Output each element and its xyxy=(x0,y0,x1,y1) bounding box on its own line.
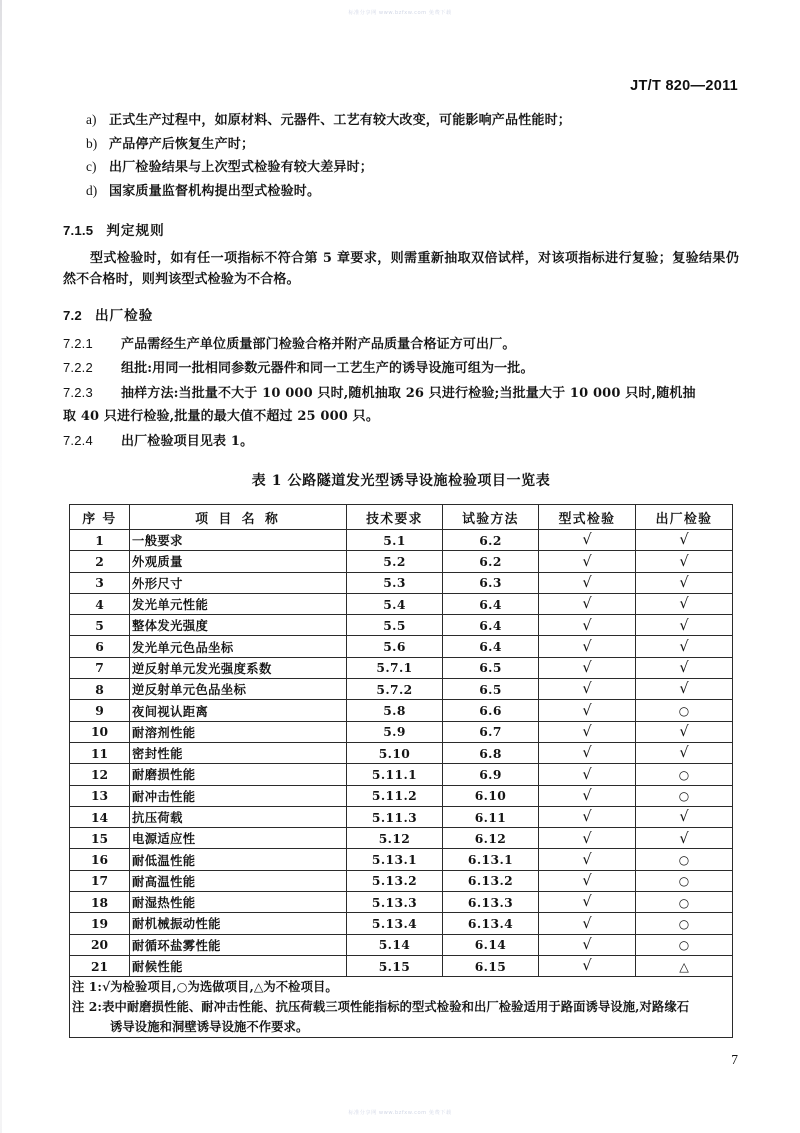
cell-name: 耐候性能 xyxy=(130,955,347,976)
cell-tech: 5.13.1 xyxy=(347,849,443,870)
table-notes-cell xyxy=(70,977,733,1038)
cell-factory-test-symbol: √ xyxy=(679,660,689,677)
cell-type-test-symbol: √ xyxy=(582,702,592,719)
table-row xyxy=(70,636,733,657)
cell-tech: 5.2 xyxy=(347,551,443,572)
cell-seq: 8 xyxy=(70,679,130,700)
cell-tech: 5.1 xyxy=(347,530,443,551)
cell-seq: 19 xyxy=(70,913,130,934)
cell-type-test-symbol: √ xyxy=(582,787,592,804)
table-row xyxy=(70,913,733,934)
cell-method: 6.5 xyxy=(443,657,539,678)
cell-method: 6.7 xyxy=(443,721,539,742)
cell-type-test-symbol: √ xyxy=(582,574,592,591)
cell-factory-test xyxy=(636,551,733,572)
cell-factory-test xyxy=(636,572,733,593)
list-item xyxy=(63,134,739,154)
clause-text: 产品需经生产单位质量部门检验合格并附产品质量合格证方可出厂。 xyxy=(121,336,516,352)
cell-type-test-symbol: √ xyxy=(582,596,592,613)
cell-method: 6.13.4 xyxy=(443,913,539,934)
list-marker: d) xyxy=(86,182,98,198)
cell-type-test xyxy=(539,721,636,742)
cell-seq: 2 xyxy=(70,551,130,572)
cell-name: 耐磨损性能 xyxy=(130,764,347,785)
table-body xyxy=(70,530,733,977)
page-number: 7 xyxy=(731,1052,738,1067)
cell-tech: 5.15 xyxy=(347,955,443,976)
clause-7-2-3-continuation: 取 40 只进行检验,批量的最大值不超过 25 000 只。 xyxy=(63,409,379,424)
cell-name: 密封性能 xyxy=(130,742,347,763)
cell-seq: 14 xyxy=(70,806,130,827)
cell-type-test-symbol: √ xyxy=(582,532,592,549)
cell-type-test xyxy=(539,530,636,551)
lettered-condition-list xyxy=(63,110,739,201)
cell-factory-test-symbol: √ xyxy=(679,830,689,847)
cell-name: 整体发光强度 xyxy=(130,615,347,636)
clause-number: 7.2.2 xyxy=(63,360,93,375)
cell-tech: 5.9 xyxy=(347,721,443,742)
cell-factory-test-symbol: ○ xyxy=(678,874,690,889)
cell-factory-test xyxy=(636,828,733,849)
clause-7-1-5-body: 型式检验时，如有任一项指标不符合第 5 章要求，则需重新抽取双倍试样，对该项指标进行复验；复验结果仍然不合格时，则判该型式检验为不合格。 xyxy=(63,250,739,287)
cell-name: 一般要求 xyxy=(130,530,347,551)
cell-factory-test xyxy=(636,764,733,785)
list-item-text: 国家质量监督机构提出型式检验时。 xyxy=(109,183,321,199)
cell-factory-test xyxy=(636,679,733,700)
cell-method: 6.5 xyxy=(443,679,539,700)
cell-seq: 20 xyxy=(70,934,130,955)
cell-type-test-symbol: √ xyxy=(582,617,592,634)
cell-type-test xyxy=(539,700,636,721)
cell-tech: 5.13.4 xyxy=(347,913,443,934)
cell-method: 6.10 xyxy=(443,785,539,806)
cell-name: 发光单元色品坐标 xyxy=(130,636,347,657)
cell-factory-test xyxy=(636,934,733,955)
cell-seq: 16 xyxy=(70,849,130,870)
table-row xyxy=(70,806,733,827)
cell-type-test xyxy=(539,913,636,934)
cell-seq: 1 xyxy=(70,530,130,551)
cell-type-test xyxy=(539,636,636,657)
cell-factory-test xyxy=(636,913,733,934)
cell-tech: 5.6 xyxy=(347,636,443,657)
cell-tech: 5.13.3 xyxy=(347,892,443,913)
table-row xyxy=(70,700,733,721)
list-item xyxy=(63,181,739,201)
table-row xyxy=(70,892,733,913)
cell-factory-test-symbol: ○ xyxy=(678,895,690,910)
cell-method: 6.13.1 xyxy=(443,849,539,870)
cell-name: 逆反射单元发光强度系数 xyxy=(130,657,347,678)
table-row xyxy=(70,870,733,891)
cell-name: 耐高温性能 xyxy=(130,870,347,891)
cell-factory-test xyxy=(636,615,733,636)
table-header xyxy=(70,505,733,530)
cell-type-test xyxy=(539,551,636,572)
cell-type-test xyxy=(539,955,636,976)
clause-number: 7.2 xyxy=(63,307,82,323)
cell-type-test xyxy=(539,934,636,955)
table-row xyxy=(70,828,733,849)
note-label: 注 1: xyxy=(72,979,103,995)
table-row xyxy=(70,849,733,870)
cell-type-test xyxy=(539,679,636,700)
cell-name: 外形尺寸 xyxy=(130,572,347,593)
cell-factory-test xyxy=(636,530,733,551)
cell-factory-test-symbol: √ xyxy=(679,724,689,741)
list-item-text: 出厂检验结果与上次型式检验有较大差异时； xyxy=(109,160,374,175)
cell-type-test-symbol: √ xyxy=(582,681,592,698)
cell-type-test-symbol: √ xyxy=(582,894,592,911)
cell-seq: 15 xyxy=(70,828,130,849)
cell-factory-test-symbol: √ xyxy=(679,809,689,826)
cell-type-test-symbol: √ xyxy=(582,873,592,890)
cell-tech: 5.7.2 xyxy=(347,679,443,700)
cell-seq: 9 xyxy=(70,700,130,721)
cell-type-test-symbol: √ xyxy=(582,660,592,677)
column-header-factory-test: 出厂检验 xyxy=(636,505,733,530)
cell-method: 6.9 xyxy=(443,764,539,785)
cell-factory-test-symbol: △ xyxy=(679,958,689,974)
clause-7-2-2 xyxy=(63,357,739,380)
table-row xyxy=(70,679,733,700)
table-notes-row xyxy=(70,977,733,1038)
list-marker: c) xyxy=(86,159,97,174)
list-item-text: 产品停产后恢复生产时； xyxy=(109,136,255,152)
clause-text: 抽样方法:当批量不大于 10 000 只时,随机抽取 26 只进行检验;当批量大于 10 000 只时,随机抽 xyxy=(121,385,696,401)
clause-7-2-3 xyxy=(63,382,739,405)
cell-factory-test xyxy=(636,955,733,976)
cell-tech: 5.5 xyxy=(347,615,443,636)
cell-tech: 5.14 xyxy=(347,934,443,955)
cell-factory-test-symbol: √ xyxy=(679,638,689,655)
note-2 xyxy=(72,997,730,1017)
table-row xyxy=(70,742,733,763)
cell-seq: 4 xyxy=(70,593,130,614)
note-2-continuation: 诱导设施和洞壁诱导设施不作要求。 xyxy=(110,1019,309,1035)
cell-factory-test xyxy=(636,849,733,870)
cell-seq: 5 xyxy=(70,615,130,636)
cell-name: 耐湿热性能 xyxy=(130,892,347,913)
cell-factory-test-symbol: √ xyxy=(679,553,689,570)
table-row xyxy=(70,764,733,785)
cell-name: 电源适应性 xyxy=(130,828,347,849)
cell-seq: 7 xyxy=(70,657,130,678)
list-marker: a) xyxy=(86,112,97,127)
cell-type-test xyxy=(539,615,636,636)
cell-type-test xyxy=(539,657,636,678)
cell-method: 6.4 xyxy=(443,615,539,636)
cell-type-test xyxy=(539,892,636,913)
cell-name: 耐冲击性能 xyxy=(130,785,347,806)
cell-type-test-symbol: √ xyxy=(582,553,592,570)
cell-type-test xyxy=(539,849,636,870)
cell-type-test xyxy=(539,593,636,614)
cell-type-test-symbol: √ xyxy=(582,830,592,847)
clause-text: 出厂检验项目见表 1。 xyxy=(121,433,254,449)
cell-name: 耐低温性能 xyxy=(130,849,347,870)
cell-name: 耐循环盐雾性能 xyxy=(130,934,347,955)
list-marker: b) xyxy=(86,135,98,151)
cell-factory-test-symbol: √ xyxy=(679,745,689,762)
cell-tech: 5.4 xyxy=(347,593,443,614)
cell-tech: 5.7.1 xyxy=(347,657,443,678)
table-row xyxy=(70,955,733,976)
note-text: √为检验项目,○为选做项目,△为不检项目。 xyxy=(102,979,338,995)
cell-type-test xyxy=(539,870,636,891)
cell-seq: 21 xyxy=(70,955,130,976)
table-caption: 表 1 公路隧道发光型诱导设施检验项目一览表 xyxy=(251,473,551,489)
cell-type-test xyxy=(539,828,636,849)
cell-factory-test-symbol: ○ xyxy=(678,704,690,719)
cell-factory-test xyxy=(636,657,733,678)
cell-method: 6.4 xyxy=(443,636,539,657)
table-header-row xyxy=(70,505,733,530)
standard-number-header: JT/T 820—2011 xyxy=(630,78,738,94)
table-row xyxy=(70,593,733,614)
cell-seq: 13 xyxy=(70,785,130,806)
cell-factory-test-symbol: √ xyxy=(679,596,689,613)
cell-type-test xyxy=(539,785,636,806)
cell-method: 6.12 xyxy=(443,828,539,849)
cell-type-test-symbol: √ xyxy=(582,724,592,741)
cell-type-test xyxy=(539,806,636,827)
clause-heading-7-2 xyxy=(63,304,739,324)
cell-factory-test-symbol: √ xyxy=(679,681,689,698)
cell-type-test-symbol: √ xyxy=(582,745,592,762)
cell-factory-test xyxy=(636,785,733,806)
cell-name: 耐机械振动性能 xyxy=(130,913,347,934)
cell-seq: 17 xyxy=(70,870,130,891)
note-text: 表中耐磨损性能、耐冲击性能、抗压荷载三项性能指标的型式检验和出厂检验适用于路面诱导设施,对路缘石 xyxy=(102,999,690,1015)
cell-method: 6.2 xyxy=(443,530,539,551)
cell-tech: 5.10 xyxy=(347,742,443,763)
cell-factory-test-symbol: √ xyxy=(679,574,689,591)
list-item-text: 正式生产过程中，如原材料、元器件、工艺有较大改变，可能影响产品性能时； xyxy=(109,113,572,128)
clause-title: 判定规则 xyxy=(106,222,165,239)
cell-tech: 5.11.1 xyxy=(347,764,443,785)
cell-factory-test-symbol: ○ xyxy=(678,853,690,868)
cell-factory-test-symbol: √ xyxy=(679,532,689,549)
table-row xyxy=(70,785,733,806)
cell-tech: 5.3 xyxy=(347,572,443,593)
cell-name: 发光单元性能 xyxy=(130,593,347,614)
cell-factory-test xyxy=(636,700,733,721)
cell-factory-test-symbol: ○ xyxy=(678,916,690,931)
table-row xyxy=(70,572,733,593)
clause-number: 7.2.3 xyxy=(63,384,93,400)
column-header-tech: 技术要求 xyxy=(347,505,443,530)
cell-seq: 11 xyxy=(70,742,130,763)
cell-tech: 5.11.3 xyxy=(347,806,443,827)
cell-factory-test-symbol: √ xyxy=(679,617,689,634)
cell-type-test xyxy=(539,572,636,593)
cell-type-test-symbol: √ xyxy=(582,638,592,655)
cell-tech: 5.12 xyxy=(347,828,443,849)
cell-name: 外观质量 xyxy=(130,551,347,572)
clause-7-2-4 xyxy=(63,430,739,453)
column-header-seq: 序 号 xyxy=(70,505,130,530)
cell-factory-test xyxy=(636,593,733,614)
table-row xyxy=(70,721,733,742)
cell-method: 6.14 xyxy=(443,934,539,955)
cell-type-test xyxy=(539,742,636,763)
cell-seq: 6 xyxy=(70,636,130,657)
cell-tech: 5.8 xyxy=(347,700,443,721)
list-item xyxy=(63,157,739,177)
column-header-type-test: 型式检验 xyxy=(539,505,636,530)
table-row xyxy=(70,934,733,955)
cell-name: 抗压荷载 xyxy=(130,806,347,827)
cell-factory-test-symbol: ○ xyxy=(678,789,690,804)
cell-method: 6.11 xyxy=(443,806,539,827)
inspection-items-table xyxy=(69,504,733,1038)
clause-7-2-1 xyxy=(63,333,739,356)
cell-factory-test-symbol: ○ xyxy=(678,938,690,953)
watermark-bottom: 标准分享网 www.bzfxw.com 免费下载 xyxy=(348,1110,452,1116)
cell-name: 逆反射单元色品坐标 xyxy=(130,679,347,700)
cell-name: 夜间视认距离 xyxy=(130,700,347,721)
cell-type-test-symbol: √ xyxy=(582,766,592,783)
document-content xyxy=(63,110,739,1038)
table-row xyxy=(70,551,733,572)
clause-title: 出厂检验 xyxy=(94,307,154,324)
cell-method: 6.3 xyxy=(443,572,539,593)
cell-type-test-symbol: √ xyxy=(582,915,592,932)
cell-method: 6.4 xyxy=(443,593,539,614)
cell-type-test-symbol: √ xyxy=(582,851,592,868)
clause-number: 7.1.5 xyxy=(63,222,94,238)
clause-number: 7.2.4 xyxy=(63,432,93,448)
cell-factory-test xyxy=(636,636,733,657)
cell-seq: 3 xyxy=(70,572,130,593)
cell-factory-test xyxy=(636,721,733,742)
cell-factory-test-symbol: ○ xyxy=(678,767,690,782)
cell-method: 6.13.3 xyxy=(443,892,539,913)
cell-type-test xyxy=(539,764,636,785)
cell-method: 6.15 xyxy=(443,955,539,976)
cell-factory-test xyxy=(636,892,733,913)
table-row xyxy=(70,615,733,636)
cell-method: 6.2 xyxy=(443,551,539,572)
note-label: 注 2: xyxy=(72,999,103,1015)
cell-seq: 18 xyxy=(70,892,130,913)
cell-tech: 5.11.2 xyxy=(347,785,443,806)
cell-seq: 10 xyxy=(70,721,130,742)
note-1 xyxy=(72,977,730,997)
cell-type-test-symbol: √ xyxy=(582,937,592,954)
cell-type-test-symbol: √ xyxy=(582,958,592,975)
cell-method: 6.6 xyxy=(443,700,539,721)
cell-type-test-symbol: √ xyxy=(582,809,592,826)
column-header-method: 试验方法 xyxy=(443,505,539,530)
cell-factory-test xyxy=(636,742,733,763)
cell-factory-test xyxy=(636,806,733,827)
list-item xyxy=(63,110,739,130)
cell-seq: 12 xyxy=(70,764,130,785)
cell-name: 耐溶剂性能 xyxy=(130,721,347,742)
cell-method: 6.13.2 xyxy=(443,870,539,891)
watermark-top: 标准分享网 www.bzfxw.com 免费下载 xyxy=(348,10,452,16)
cell-method: 6.8 xyxy=(443,742,539,763)
clause-text: 组批:用同一批相同参数元器件和同一工艺生产的诱导设施可组为一批。 xyxy=(121,361,534,376)
clause-number: 7.2.1 xyxy=(63,335,93,351)
scan-edge-artifact xyxy=(0,0,2,1133)
cell-tech: 5.13.2 xyxy=(347,870,443,891)
column-header-name: 项 目 名 称 xyxy=(130,505,347,530)
table-row xyxy=(70,657,733,678)
clause-heading-7-1-5 xyxy=(63,219,739,239)
table-notes-footer xyxy=(70,977,733,1038)
table-row xyxy=(70,530,733,551)
cell-factory-test xyxy=(636,870,733,891)
